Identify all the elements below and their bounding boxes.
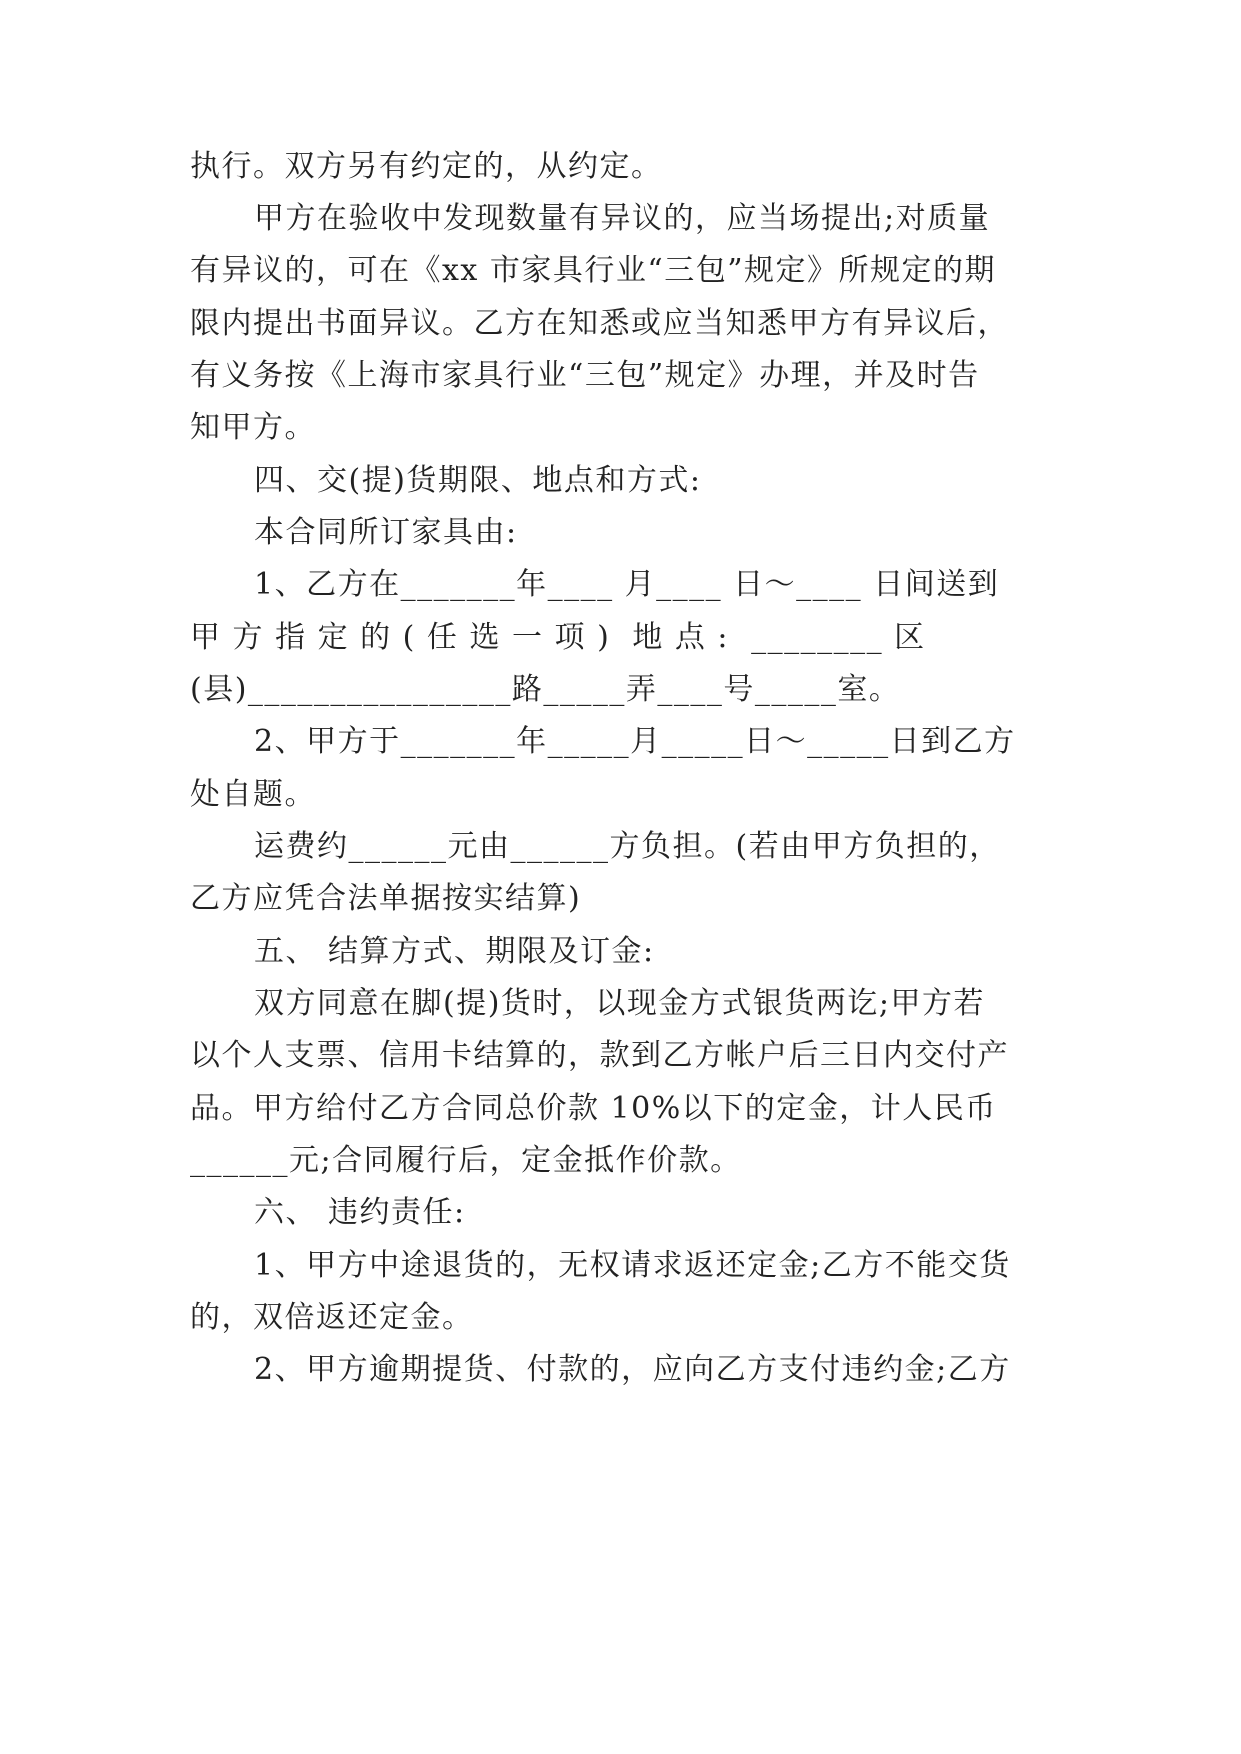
paragraph-line: 有义务按《上海市家具行业“三包”规定》办理，并及时告 — [190, 358, 980, 393]
section-heading: 五、 结算方式、期限及订金: — [254, 934, 655, 969]
paragraph-line: 本合同所订家具由: — [254, 515, 518, 550]
paragraph-line: 品。甲方给付乙方合同总价款 10%以下的定金，计人民币 — [190, 1091, 997, 1126]
paragraph-line: 甲 方 指 定 的 ( 任 选 一 项 ) 地 点 : ________ 区 — [190, 620, 926, 655]
section-heading: 四、交(提)货期限、地点和方式: — [254, 463, 702, 498]
paragraph-line: 执行。双方另有约定的，从约定。 — [190, 149, 663, 184]
paragraph-line: 知甲方。 — [190, 410, 316, 445]
paragraph-line: 处自题。 — [190, 777, 316, 812]
paragraph-line: (县)________________路_____弄____号_____室。 — [190, 672, 901, 707]
paragraph-line: 运费约______元由______方负担。(若由甲方负担的， — [254, 829, 1001, 864]
paragraph-line: 乙方应凭合法单据按实结算) — [190, 881, 582, 916]
paragraph-line: 2、甲方于_______年_____月_____日～_____日到乙方 — [254, 724, 1016, 759]
section-heading: 六、 违约责任: — [254, 1195, 466, 1230]
paragraph-line: 甲方在验收中发现数量有异议的，应当场提出;对质量 — [254, 201, 991, 236]
paragraph-line: 1、甲方中途退货的，无权请求返还定金;乙方不能交货 — [254, 1248, 1011, 1283]
paragraph-line: ______元;合同履行后，定金抵作价款。 — [190, 1143, 742, 1178]
paragraph-line: 有异议的，可在《xx 市家具行业“三包”规定》所规定的期 — [190, 253, 997, 288]
paragraph-line: 以个人支票、信用卡结算的，款到乙方帐户后三日内交付产 — [190, 1038, 1009, 1073]
paragraph-line: 双方同意在脚(提)货时，以现金方式银货两讫;甲方若 — [254, 986, 986, 1021]
paragraph-line: 2、甲方逾期提货、付款的，应向乙方支付违约金;乙方 — [254, 1352, 1011, 1387]
paragraph-line: 1、乙方在_______年____ 月____ 日～____ 日间送到 — [254, 567, 1000, 602]
paragraph-line: 的，双倍返还定金。 — [190, 1300, 474, 1335]
paragraph-line: 限内提出书面异议。乙方在知悉或应当知悉甲方有异议后， — [190, 306, 1009, 341]
